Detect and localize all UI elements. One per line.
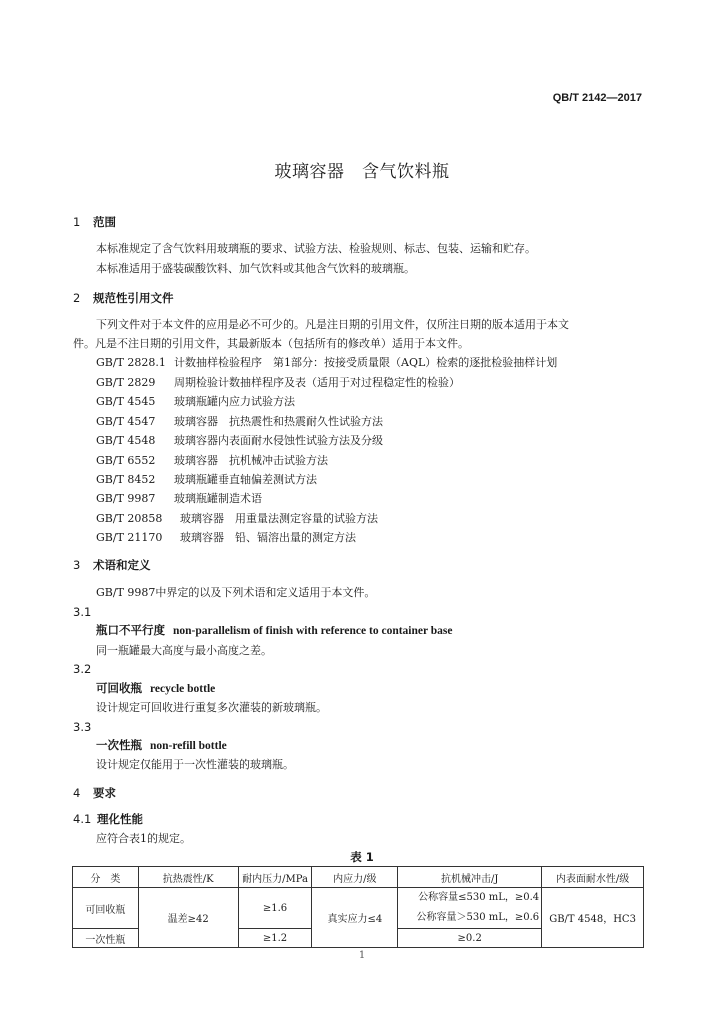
section-1-heading	[73, 214, 116, 230]
document-code: QB/T 2142—2017	[552, 92, 642, 104]
table-cell-line: 公称容量＞530 mL，≥0.6	[416, 912, 540, 923]
reference-code: GB/T 4545	[96, 395, 156, 408]
table-cell-line: 公称容量≤530 mL，≥0.4	[418, 892, 540, 903]
term-definition: 设计规定可回收进行重复多次灌装的新玻璃瓶。	[96, 701, 327, 714]
reference-item	[96, 490, 262, 506]
reference-title: 玻璃容器 抗热震性和热震耐久性试验方法	[174, 415, 383, 428]
section-title: 术语和定义	[93, 558, 151, 572]
section-number: 4	[73, 786, 81, 800]
reference-code: GB/T 21170	[96, 531, 163, 544]
clause-number: 3.2	[73, 662, 92, 676]
reference-code: GB/T 4547	[96, 415, 156, 428]
page-number: 1	[358, 950, 366, 961]
reference-title: 玻璃容器 抗机械冲击试验方法	[174, 454, 328, 467]
term-zh: 一次性瓶	[96, 738, 142, 752]
table-header-cell: 内表面耐水性/级	[542, 867, 644, 888]
reference-code: GB/T 8452	[96, 473, 156, 486]
reference-title: 玻璃瓶罐内应力试验方法	[174, 395, 295, 408]
table-cell: 温差≥42	[138, 888, 238, 948]
table-cell: 一次性瓶	[73, 929, 139, 948]
reference-title: 玻璃容器 铅、镉溶出量的测定方法	[180, 531, 356, 544]
term-zh: 瓶口不平行度	[96, 623, 165, 637]
table-row	[73, 888, 644, 929]
table-cell: ≥0.2	[398, 929, 542, 948]
table-header-cell: 耐内压力/MPa	[238, 867, 312, 888]
table-cell: ≥1.6	[238, 888, 312, 929]
reference-item	[96, 510, 378, 526]
document-title: 玻璃容器 含气饮料瓶	[274, 162, 450, 182]
reference-item	[96, 413, 383, 429]
table-cell: 真实应力≤4	[312, 888, 398, 948]
table-header-row	[73, 867, 644, 888]
reference-code: GB/T 4548	[96, 434, 156, 447]
section-number: 1	[73, 215, 81, 229]
term-en: non-parallelism of finish with reference to container base	[173, 625, 453, 637]
table-header-cell: 分 类	[73, 867, 139, 888]
section-title: 范围	[93, 215, 116, 229]
table-cell: ≥1.2	[238, 929, 312, 948]
reference-title: 玻璃瓶罐制造术语	[174, 492, 262, 505]
reference-code: GB/T 20858	[96, 512, 163, 525]
term-zh: 可回收瓶	[96, 681, 142, 695]
section-4-heading	[73, 785, 116, 801]
paragraph: 本标准适用于盛装碳酸饮料、加气饮料或其他含气饮料的玻璃瓶。	[96, 262, 415, 275]
reference-item	[96, 452, 328, 468]
paragraph: 应符合表1的规定。	[96, 832, 191, 845]
reference-code: GB/T 2828.1	[96, 356, 166, 369]
reference-item	[96, 374, 460, 390]
reference-title: 玻璃容器内表面耐水侵蚀性试验方法及分级	[174, 434, 383, 447]
term-number	[73, 662, 97, 676]
reference-code: GB/T 6552	[96, 454, 156, 467]
term-definition: 设计规定仅能用于一次性灌装的玻璃瓶。	[96, 758, 294, 771]
term-entry	[96, 737, 227, 753]
reference-item	[96, 354, 557, 370]
table-header-cell: 内应力/级	[312, 867, 398, 888]
term-number	[73, 720, 97, 734]
table-cell: 可回收瓶	[73, 888, 139, 929]
reference-title: 周期检验计数抽样程序及表（适用于对过程稳定性的检验）	[174, 376, 460, 389]
section-title: 要求	[93, 786, 116, 800]
term-number	[73, 605, 97, 619]
section-title: 规范性引用文件	[93, 291, 174, 305]
paragraph: 件。凡是不注日期的引用文件，其最新版本（包括所有的修改单）适用于本文件。	[73, 337, 469, 350]
reference-item	[96, 432, 383, 448]
clause-number: 4.1	[73, 812, 92, 826]
reference-code: GB/T 9987	[96, 492, 156, 505]
term-definition: 同一瓶罐最大高度与最小高度之差。	[96, 644, 272, 657]
reference-title: 计数抽样检验程序 第1部分：按接受质量限（AQL）检索的逐批检验抽样计划	[174, 356, 558, 369]
table-cell: GB/T 4548，HC3	[542, 888, 644, 948]
section-number: 2	[73, 291, 81, 305]
term-en: recycle bottle	[150, 683, 216, 695]
table-header-cell: 抗机械冲击/J	[398, 867, 542, 888]
reference-title: 玻璃容器 用重量法测定容量的试验方法	[180, 512, 378, 525]
table-caption: 表 1	[350, 850, 374, 864]
reference-item	[96, 471, 317, 487]
section-number: 3	[73, 558, 81, 572]
paragraph: 本标准规定了含气饮料用玻璃瓶的要求、试验方法、检验规则、标志、包装、运输和贮存。	[96, 242, 536, 255]
requirements-table	[72, 866, 644, 948]
clause-number: 3.1	[73, 605, 92, 619]
term-entry	[96, 680, 215, 696]
paragraph: 下列文件对于本文件的应用是必不可少的。凡是注日期的引用文件，仅所注日期的版本适用于本文	[96, 318, 569, 331]
paragraph: GB/T 9987中界定的以及下列术语和定义适用于本文件。	[96, 586, 376, 599]
subsection-heading	[73, 811, 143, 827]
term-en: non-refill bottle	[150, 740, 227, 752]
reference-code: GB/T 2829	[96, 376, 156, 389]
table-cell	[398, 888, 542, 929]
reference-item	[96, 529, 356, 545]
term-entry	[96, 622, 453, 638]
reference-title: 玻璃瓶罐垂直轴偏差测试方法	[174, 473, 317, 486]
reference-item	[96, 393, 295, 409]
table-header-cell: 抗热震性/K	[138, 867, 238, 888]
clause-number: 3.3	[73, 720, 92, 734]
subsection-title: 理化性能	[97, 812, 143, 826]
section-3-heading	[73, 557, 151, 573]
section-2-heading	[73, 290, 174, 306]
